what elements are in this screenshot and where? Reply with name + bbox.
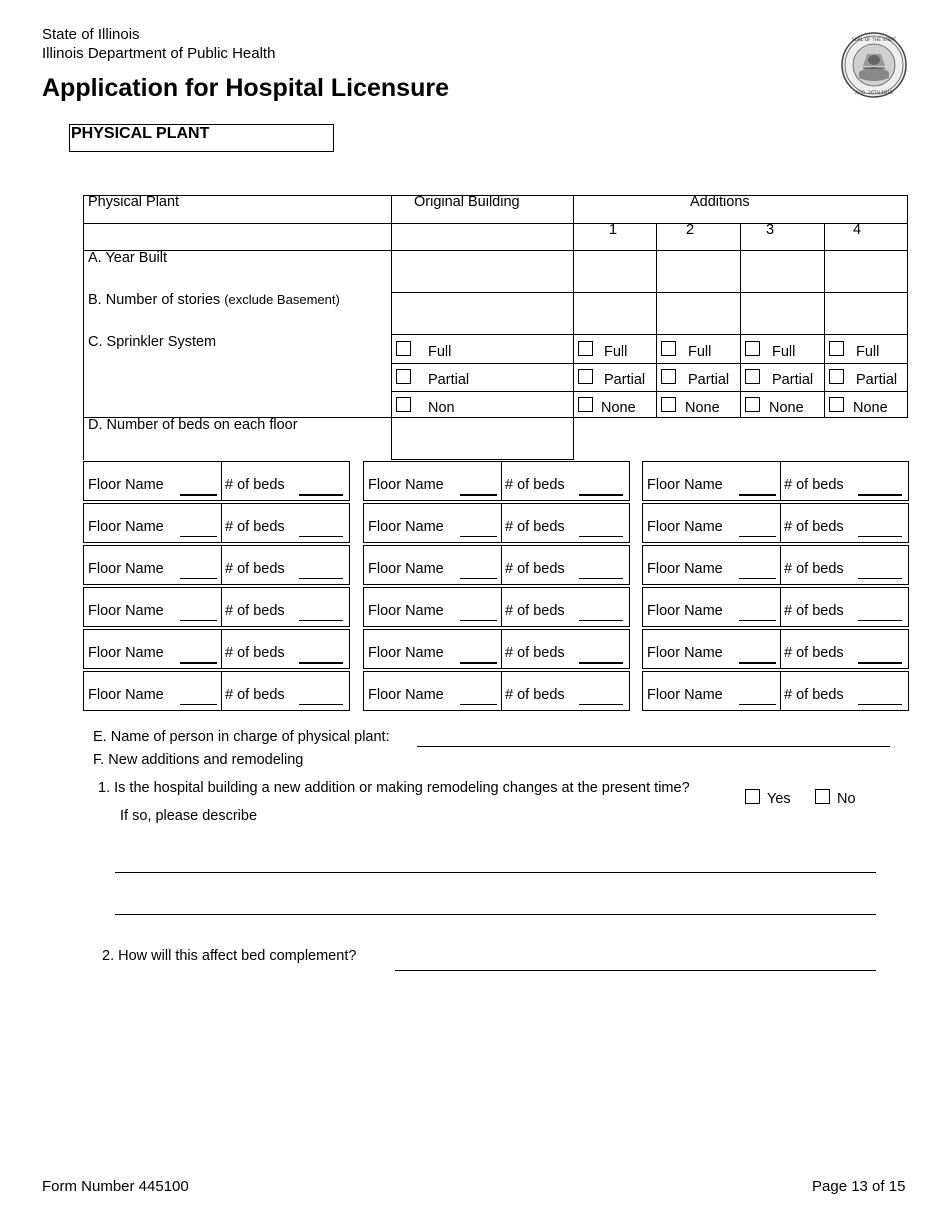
svg-text:AUG. 26TH 1818: AUG. 26TH 1818 bbox=[855, 91, 893, 96]
row-number-of-stories: B. Number of stories (exclude Basement) bbox=[88, 292, 340, 308]
floor-name-input[interactable] bbox=[460, 620, 497, 621]
beds-count-input[interactable] bbox=[299, 536, 343, 537]
sprinkler-addition-2-none-label: None bbox=[685, 400, 720, 416]
state-name: State of Illinois bbox=[42, 26, 140, 43]
floor-name-input[interactable] bbox=[180, 662, 217, 664]
sprinkler-addition-4-partial-checkbox[interactable] bbox=[829, 369, 844, 384]
sprinkler-original-partial-checkbox[interactable] bbox=[396, 369, 411, 384]
sprinkler-addition-1-none-checkbox[interactable] bbox=[578, 397, 593, 412]
floor-name-label: Floor Name bbox=[88, 687, 164, 703]
q1-no-checkbox[interactable] bbox=[815, 789, 830, 804]
floor-name-input[interactable] bbox=[180, 704, 217, 705]
page-number: Page 13 of 15 bbox=[812, 1178, 906, 1195]
floor-name-input[interactable] bbox=[739, 494, 776, 496]
q1-yes-label: Yes bbox=[767, 791, 791, 807]
beds-label: # of beds bbox=[784, 477, 844, 493]
floor-name-label: Floor Name bbox=[647, 645, 723, 661]
beds-each-floor-input[interactable] bbox=[392, 418, 572, 458]
floor-name-label: Floor Name bbox=[368, 645, 444, 661]
floor-name-input[interactable] bbox=[180, 620, 217, 621]
beds-count-input[interactable] bbox=[858, 494, 902, 496]
stories-original-input[interactable] bbox=[392, 293, 572, 333]
beds-label: # of beds bbox=[784, 687, 844, 703]
beds-label: # of beds bbox=[505, 645, 565, 661]
sprinkler-addition-1-none-label: None bbox=[601, 400, 636, 416]
sprinkler-addition-2-none-checkbox[interactable] bbox=[661, 397, 676, 412]
floor-name-input[interactable] bbox=[180, 536, 217, 537]
floor-name-input[interactable] bbox=[460, 536, 497, 537]
sprinkler-addition-3-partial-checkbox[interactable] bbox=[745, 369, 760, 384]
sprinkler-addition-3-full-checkbox[interactable] bbox=[745, 341, 760, 356]
floor-name-label: Floor Name bbox=[647, 561, 723, 577]
sprinkler-addition-4-none-label: None bbox=[853, 400, 888, 416]
q1-describe-label: If so, please describe bbox=[120, 808, 258, 824]
floor-name-input[interactable] bbox=[739, 578, 776, 579]
page-title: Application for Hospital Licensure bbox=[42, 74, 449, 102]
floor-name-label: Floor Name bbox=[88, 603, 164, 619]
floor-name-label: Floor Name bbox=[647, 519, 723, 535]
col-original-building: Original Building bbox=[414, 194, 520, 210]
sprinkler-original-non-checkbox[interactable] bbox=[396, 397, 411, 412]
year-built-original-input[interactable] bbox=[392, 251, 572, 291]
beds-label: # of beds bbox=[505, 519, 565, 535]
stories-addition-4-input[interactable] bbox=[825, 293, 906, 333]
floor-name-label: Floor Name bbox=[368, 603, 444, 619]
describe-line-2-input[interactable] bbox=[115, 914, 876, 915]
sprinkler-addition-4-partial-label: Partial bbox=[856, 372, 898, 388]
beds-count-input[interactable] bbox=[858, 662, 902, 664]
beds-label: # of beds bbox=[225, 519, 285, 535]
floor-name-label: Floor Name bbox=[368, 561, 444, 577]
sprinkler-original-full-checkbox[interactable] bbox=[396, 341, 411, 356]
floor-name-label: Floor Name bbox=[88, 477, 164, 493]
sprinkler-addition-4-full-label: Full bbox=[856, 344, 880, 360]
floor-name-label: Floor Name bbox=[647, 477, 723, 493]
floor-name-label: Floor Name bbox=[368, 477, 444, 493]
bed-complement-input[interactable] bbox=[395, 970, 876, 971]
question-2-label: 2. How will this affect bed complement? bbox=[102, 948, 357, 964]
beds-label: # of beds bbox=[784, 519, 844, 535]
sprinkler-addition-2-partial-checkbox[interactable] bbox=[661, 369, 676, 384]
sprinkler-addition-1-full-label: Full bbox=[604, 344, 628, 360]
beds-label: # of beds bbox=[784, 561, 844, 577]
question-1-label: 1. Is the hospital building a new addition or making remodeling changes at the present time? bbox=[98, 780, 690, 796]
beds-count-input[interactable] bbox=[858, 536, 902, 537]
beds-label: # of beds bbox=[505, 561, 565, 577]
floor-name-label: Floor Name bbox=[88, 519, 164, 535]
person-in-charge-input[interactable] bbox=[417, 746, 890, 747]
stories-addition-2-input[interactable] bbox=[657, 293, 739, 333]
beds-label: # of beds bbox=[225, 477, 285, 493]
beds-count-input[interactable] bbox=[299, 704, 343, 705]
sprinkler-addition-3-none-checkbox[interactable] bbox=[745, 397, 760, 412]
sprinkler-original-partial-label: Partial bbox=[428, 372, 470, 388]
floor-name-label: Floor Name bbox=[647, 687, 723, 703]
floor-name-input[interactable] bbox=[739, 620, 776, 621]
section-title-box: PHYSICAL PLANT bbox=[69, 124, 334, 152]
row-sprinkler-system: C. Sprinkler System bbox=[88, 334, 217, 350]
floor-name-label: Floor Name bbox=[88, 645, 164, 661]
beds-label: # of beds bbox=[225, 561, 285, 577]
beds-count-input[interactable] bbox=[579, 620, 623, 621]
svg-text:SEAL OF THE STATE: SEAL OF THE STATE bbox=[851, 38, 897, 43]
sprinkler-original-full-label: Full bbox=[428, 344, 452, 360]
beds-count-input[interactable] bbox=[579, 536, 623, 537]
floor-name-input[interactable] bbox=[739, 662, 776, 664]
floor-name-input[interactable] bbox=[460, 578, 497, 579]
year-built-addition-1-input[interactable] bbox=[574, 251, 655, 291]
department-name: Illinois Department of Public Health bbox=[42, 45, 276, 62]
beds-count-input[interactable] bbox=[858, 578, 902, 579]
floor-name-label: Floor Name bbox=[368, 687, 444, 703]
sprinkler-addition-1-partial-checkbox[interactable] bbox=[578, 369, 593, 384]
question-f-label: F. New additions and remodeling bbox=[93, 752, 304, 768]
sprinkler-addition-2-full-checkbox[interactable] bbox=[661, 341, 676, 356]
beds-count-input[interactable] bbox=[579, 494, 623, 496]
year-built-addition-4-input[interactable] bbox=[825, 251, 906, 291]
floor-name-input[interactable] bbox=[739, 704, 776, 705]
sprinkler-addition-1-full-checkbox[interactable] bbox=[578, 341, 593, 356]
addition-2-label: 2 bbox=[686, 222, 695, 238]
year-built-addition-3-input[interactable] bbox=[741, 251, 823, 291]
form-number: Form Number 445100 bbox=[42, 1178, 189, 1195]
q1-yes-checkbox[interactable] bbox=[745, 789, 760, 804]
row-beds-each-floor: D. Number of beds on each floor bbox=[88, 417, 298, 433]
floor-name-input[interactable] bbox=[180, 578, 217, 579]
beds-label: # of beds bbox=[505, 603, 565, 619]
addition-4-label: 4 bbox=[853, 222, 862, 238]
floor-name-label: Floor Name bbox=[368, 519, 444, 535]
beds-count-input[interactable] bbox=[858, 704, 902, 705]
addition-1-label: 1 bbox=[609, 222, 618, 238]
beds-label: # of beds bbox=[225, 645, 285, 661]
question-e-label: E. Name of person in charge of physical plant: bbox=[93, 729, 390, 745]
beds-count-input[interactable] bbox=[299, 620, 343, 621]
stories-addition-3-input[interactable] bbox=[741, 293, 823, 333]
sprinkler-addition-2-partial-label: Partial bbox=[688, 372, 730, 388]
floor-name-input[interactable] bbox=[460, 704, 497, 705]
sprinkler-addition-1-partial-label: Partial bbox=[604, 372, 646, 388]
beds-label: # of beds bbox=[225, 687, 285, 703]
sprinkler-original-non-label: Non bbox=[428, 400, 455, 416]
col-additions: Additions bbox=[690, 194, 750, 210]
beds-count-input[interactable] bbox=[299, 662, 343, 664]
floor-name-label: Floor Name bbox=[88, 561, 164, 577]
beds-count-input[interactable] bbox=[299, 578, 343, 579]
addition-3-label: 3 bbox=[766, 222, 775, 238]
floor-name-input[interactable] bbox=[460, 662, 497, 664]
sprinkler-addition-3-none-label: None bbox=[769, 400, 804, 416]
year-built-addition-2-input[interactable] bbox=[657, 251, 739, 291]
sprinkler-addition-2-full-label: Full bbox=[688, 344, 712, 360]
floor-name-input[interactable] bbox=[180, 494, 217, 496]
beds-count-input[interactable] bbox=[579, 578, 623, 579]
beds-label: # of beds bbox=[784, 603, 844, 619]
beds-label: # of beds bbox=[225, 603, 285, 619]
col-physical-plant: Physical Plant bbox=[88, 194, 180, 210]
illinois-state-seal-icon bbox=[841, 32, 907, 98]
beds-count-input[interactable] bbox=[579, 662, 623, 664]
floor-name-input[interactable] bbox=[739, 536, 776, 537]
beds-label: # of beds bbox=[784, 645, 844, 661]
row-year-built: A. Year Built bbox=[88, 250, 167, 266]
sprinkler-addition-4-none-checkbox[interactable] bbox=[829, 397, 844, 412]
beds-count-input[interactable] bbox=[579, 704, 623, 705]
stories-addition-1-input[interactable] bbox=[574, 293, 655, 333]
sprinkler-addition-3-partial-label: Partial bbox=[772, 372, 814, 388]
sprinkler-addition-4-full-checkbox[interactable] bbox=[829, 341, 844, 356]
floor-name-input[interactable] bbox=[460, 494, 497, 496]
sprinkler-addition-3-full-label: Full bbox=[772, 344, 796, 360]
describe-line-1-input[interactable] bbox=[115, 872, 876, 873]
beds-count-input[interactable] bbox=[858, 620, 902, 621]
beds-label: # of beds bbox=[505, 687, 565, 703]
floor-name-label: Floor Name bbox=[647, 603, 723, 619]
beds-label: # of beds bbox=[505, 477, 565, 493]
q1-no-label: No bbox=[837, 791, 856, 807]
beds-count-input[interactable] bbox=[299, 494, 343, 496]
